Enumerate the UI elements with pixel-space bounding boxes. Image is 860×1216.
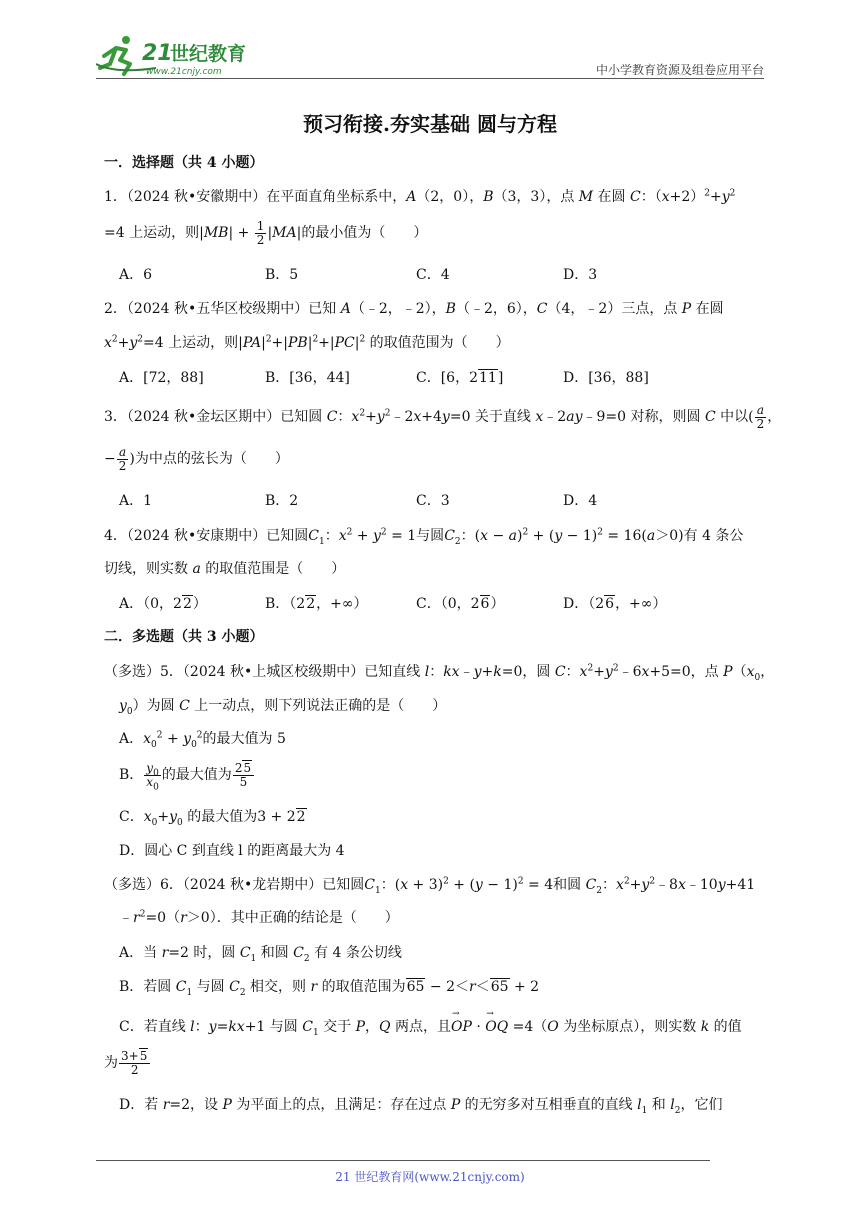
q1-option-a: A．6: [119, 267, 153, 283]
q1-option-c: C．4: [416, 267, 450, 283]
footer-link[interactable]: 21 世纪教育网(www.21cnjy.com): [335, 1170, 525, 1184]
q6-option-c-line-1: C．若直线 l：y=kx+1 与圆 $C_1$ 交于 P，Q 两点，且→ OP · → OQ =4（O 为坐标原点），则实数 k 的值: [119, 1016, 742, 1036]
q2-option-b: B．[36，44]: [265, 370, 350, 386]
q4-option-d: D．（26，+∞）: [563, 596, 667, 612]
q6-option-a: A．当 r=2 时，圆 $C_1$ 和圆 $C_2$ 有 4 条公切线: [119, 945, 402, 964]
question-1-line-2: =4 上运动，则|MB| + $\frac{1}{2}$ |MA|的最小值为（ ）: [104, 219, 428, 247]
q3-option-a: A．1: [119, 493, 153, 509]
q2-option-c: C．[6，211]: [416, 370, 504, 386]
section-heading-multi-choice: 二．多选题（共 3 小题）: [104, 629, 264, 645]
q6-option-d: D．若 r=2，设 P 为平面上的点，且满足：存在过点 P 的无穷多对互相垂直的直线 $l_1$ 和 $l_2$，它们: [119, 1097, 723, 1116]
svg-text:21: 21: [142, 41, 173, 66]
svg-text:世纪教育: 世纪教育: [170, 43, 247, 65]
question-4-line-1: 4．（2024 秋•安康期中）已知圆$C_1$：$x^2 + y^2 = 1$与圆$C_2$：$(x - a)^2 + (y - 1)^2 = 16(a>0)$有 4 条公: [104, 527, 744, 547]
q5-option-c: C．$x_0+y_0$ 的最大值为3 + 22: [119, 809, 306, 828]
q4-option-a: A．（0，22）: [119, 596, 207, 612]
section-heading-single-choice: 一．选择题（共 4 小题）: [104, 155, 264, 171]
footer-divider: [96, 1160, 710, 1161]
q5-prefix: （多选）5．: [104, 664, 183, 680]
q2-option-d: D．[36，88]: [563, 370, 649, 386]
page-title: 预习衔接.夯实基础 圆与方程: [303, 112, 557, 136]
q3-option-d: D．4: [563, 493, 598, 509]
site-logo: [96, 34, 271, 78]
q5-option-b: B． $\frac{y_0}{x_0}$ 的最大值为 $\frac{25}{5}$: [119, 762, 255, 788]
q3-option-c: C．3: [416, 493, 450, 509]
q4-option-c: C．（0，26）: [416, 596, 505, 612]
q6-option-b: B．若圆 $C_1$ 与圆 $C_2$ 相交，则 r 的取值范围为65 − 2＜r＜65 + 2: [119, 979, 540, 998]
question-2-line-1: 2．（2024 秋•五华区校级期中）已知 A（﹣2，﹣2），B（﹣2，6），C（4，﹣2）三点，点 P 在圆: [104, 301, 724, 317]
q5-option-d: D．圆心 C 到直线 l 的距离最大为 4: [119, 843, 345, 859]
question-5-line-2: $y_0$）为圆 C 上一动点，则下列说法正确的是（ ）: [119, 698, 447, 717]
header-divider: [96, 78, 764, 79]
q2-option-a: A．[72，88]: [119, 370, 204, 386]
q1-option-d: D．3: [563, 267, 598, 283]
platform-name: 中小学教育资源及组卷应用平台: [595, 63, 764, 77]
question-3-line-2: − $\frac{a}{2}$ )为中点的弦长为（ ）: [104, 445, 289, 473]
q5-option-a: A．$x_0^2 + y_0^2$的最大值为 5: [119, 730, 286, 750]
svg-text:www.21cnjy.com: www.21cnjy.com: [146, 67, 222, 77]
question-6-line-2: $﹣r^2=0(r>0)$．其中正确的结论是（ ）: [119, 909, 399, 926]
q6-prefix: （多选）6．: [104, 877, 183, 893]
q1-option-b: B．5: [265, 267, 299, 283]
question-3-line-1: 3．（2024 秋•金坛区期中）已知圆 C：$x^2+y^2﹣2x+4y=0$ 关于直线 x﹣2ay﹣9=0 对称，则圆 C 中以( $\frac{a}{2}$ ，: [104, 403, 782, 431]
question-1-line-1: 1．（2024 秋•安徽期中）在平面直角坐标系中，A（2，0），B（3，3），点 M 在圆 C：$(x+2)^2+y^2$: [104, 188, 736, 205]
question-4-line-2: 切线，则实数 a 的取值范围是（ ）: [104, 561, 346, 577]
q3-option-b: B．2: [265, 493, 299, 509]
question-6-line-1: （多选）6．（2024 秋•龙岩期中）已知圆$C_1$：$(x + 3)^2 + (y - 1)^2 = 4$和圆 $C_2$：$x^2+y^2﹣8x﹣10y+41$: [104, 876, 756, 896]
q4-option-b: B．（22，+∞）: [265, 596, 368, 612]
question-5-line-1: （多选）5．（2024 秋•上城区校级期中）已知直线 l：kx﹣y+k=0，圆 C：$x^2+y^2﹣6x+5=0$，点 $P(x_0$，: [104, 663, 775, 683]
q6-option-c-line-2: 为 $\frac{3+5}{2}$: [104, 1050, 151, 1076]
question-2-line-2: $x^2+y^2=4$ 上运动，则$|PA|^2+|PB|^2+|PC|^2$ 的取值范围为（ ）: [104, 334, 510, 351]
